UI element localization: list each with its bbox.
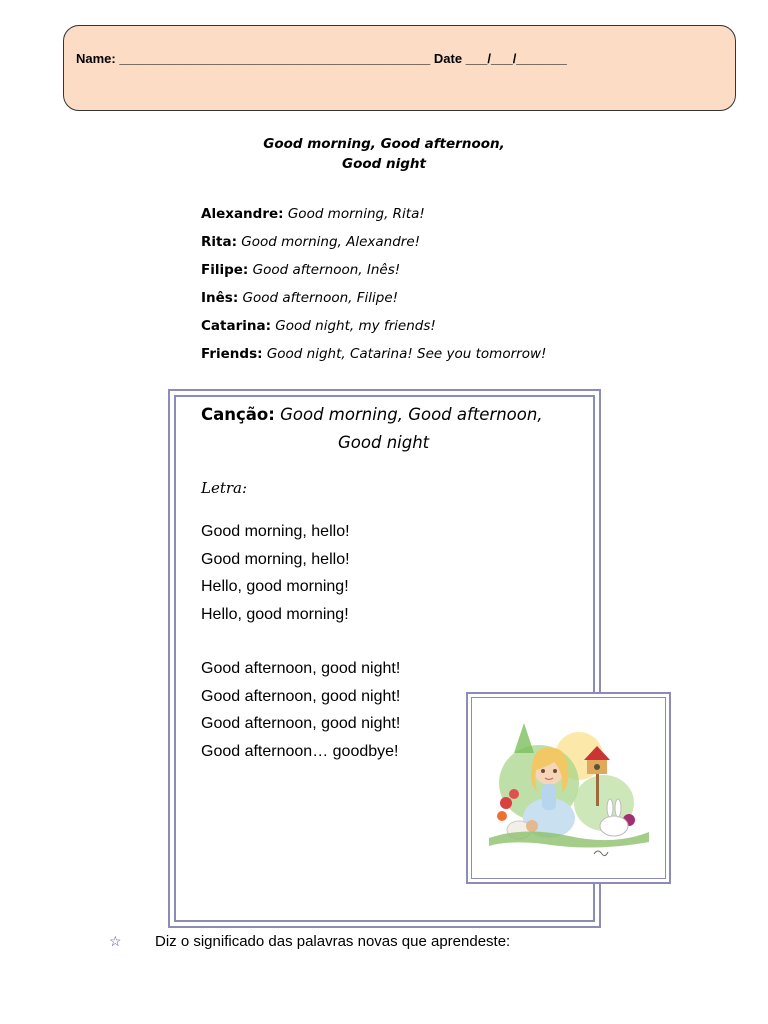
speaker-name: Filipe: [201,262,249,278]
lyrics-label: Letra: [201,479,248,497]
speech-text: Good afternoon, Inês! [252,262,401,278]
lyric-line: Good afternoon, good night! [201,687,401,705]
lyric-line: Good afternoon, good night! [201,715,401,732]
stanza-gap [201,632,400,659]
star-outline-icon: ☆ [109,933,122,949]
speech-text: Good morning, Alexandre! [241,234,421,250]
dialogue-list [201,205,546,373]
dialogue-line [201,233,546,261]
dialogue-line [201,205,546,233]
dialogue-line [201,345,546,373]
page-title-line2: Good night [342,156,426,172]
lyric-line: Good afternoon, good night! [201,660,401,677]
speaker-name: Rita: [201,234,237,250]
song-label: Canção: [201,405,275,424]
name-date-line [76,51,567,66]
speaker-name: Inês: [201,290,239,306]
song-title [201,405,543,424]
speech-text: Good morning, Rita! [287,206,425,222]
song-title-text: Good morning, Good afternoon, [280,405,543,424]
girl-garden-illustration-icon [484,708,654,868]
name-label: Name: [76,51,116,66]
task-prompt [109,933,510,950]
speech-text: Good night, my friends! [275,318,436,334]
speaker-name: Friends: [201,346,263,362]
speaker-name: Catarina: [201,318,271,334]
lyric-line: Hello, good morning! [201,578,349,595]
illustration-frame [466,692,671,884]
date-label: Date [433,51,463,66]
song-title-line2: Good night [338,433,430,452]
lyric-line: Good morning, hello! [201,550,350,568]
name-date-box [63,25,736,111]
page-title-line1: Good morning, Good afternoon, [263,136,505,152]
lyric-line: Hello, good morning! [201,605,349,623]
lyric-line: Good afternoon… goodbye! [201,742,399,760]
date-field[interactable]: ___/___/_______ [465,51,567,66]
task-text: Diz o significado das palavras novas que aprendeste: [155,933,511,950]
dialogue-line [201,289,546,317]
dialogue-line [201,317,546,345]
lyric-line: Good morning, hello! [201,523,350,540]
speaker-name: Alexandre: [201,206,284,222]
speech-text: Good night, Catarina! See you tomorrow! [266,346,547,362]
dialogue-line [201,261,546,289]
name-field[interactable]: ___________________________________________ [119,51,431,66]
lyrics [201,522,400,769]
speech-text: Good afternoon, Filipe! [242,290,399,306]
